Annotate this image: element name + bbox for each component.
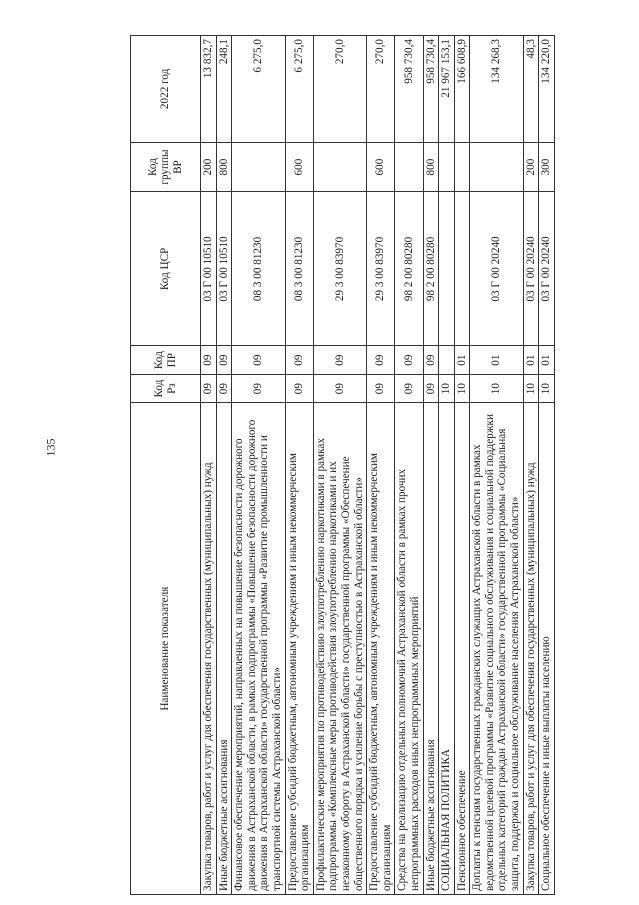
cell-pr: 01 — [539, 346, 555, 374]
table-body — [201, 36, 555, 895]
cell-name: Закупка товаров, работ и услуг для обеспечения государственных (муниципальных) нужд — [523, 403, 539, 895]
cell-csr: 98 2 00 80280 — [395, 192, 423, 346]
cell-rz: 09 — [395, 374, 423, 402]
table-row — [454, 36, 470, 895]
table-row — [539, 36, 555, 895]
cell-pr: 09 — [313, 346, 366, 374]
cell-rz: 09 — [216, 374, 232, 402]
cell-sum: 6 275,0 — [285, 36, 313, 143]
cell-pr: 09 — [216, 346, 232, 374]
table-row — [470, 36, 523, 895]
cell-pr: 09 — [423, 346, 439, 374]
table-row — [439, 36, 455, 895]
table-row — [423, 36, 439, 895]
cell-pr: 09 — [367, 346, 395, 374]
cell-csr — [454, 192, 470, 346]
header-sum: 2022 год — [131, 36, 201, 143]
cell-rz: 09 — [201, 374, 217, 402]
table-row — [232, 36, 285, 895]
cell-rz: 10 — [539, 374, 555, 402]
cell-rz: 10 — [454, 374, 470, 402]
cell-name: Средства на реализацию отдельных полномочий Астраханской области в рамках прочих непрограммных расходов иных непрограммных мероприятий — [395, 403, 423, 895]
cell-sum: 166 608,9 — [454, 36, 470, 143]
table-header-row — [131, 36, 201, 895]
cell-name: Иные бюджетные ассигнования — [216, 403, 232, 895]
cell-pr: 09 — [285, 346, 313, 374]
cell-rz: 10 — [439, 374, 455, 402]
cell-rz: 09 — [232, 374, 285, 402]
cell-pr: 09 — [232, 346, 285, 374]
cell-rz: 09 — [367, 374, 395, 402]
header-csr: Код ЦСР — [131, 192, 201, 346]
table-row — [313, 36, 366, 895]
header-pr: Код ПР — [131, 346, 201, 374]
cell-name: Предоставление субсидий бюджетным, автономным учреждениям и иным некоммерческим организациям — [285, 403, 313, 895]
cell-pr: 01 — [454, 346, 470, 374]
cell-csr — [439, 192, 455, 346]
cell-name: Предоставление субсидий бюджетным, автономным учреждениям и иным некоммерческим организациям — [367, 403, 395, 895]
cell-sum: 958 730,4 — [395, 36, 423, 143]
budget-table — [130, 35, 555, 895]
table-row — [201, 36, 217, 895]
cell-sum: 270,0 — [367, 36, 395, 143]
cell-vr: 600 — [367, 142, 395, 192]
header-name: Наименование показателя — [131, 403, 201, 895]
cell-csr: 03 Г 00 20240 — [539, 192, 555, 346]
cell-csr: 03 Г 00 20240 — [523, 192, 539, 346]
header-vr: Код группы ВР — [131, 142, 201, 192]
cell-sum: 21 967 153,1 — [439, 36, 455, 143]
cell-name: СОЦИАЛЬНАЯ ПОЛИТИКА — [439, 403, 455, 895]
cell-rz: 10 — [470, 374, 523, 402]
cell-sum: 134 268,3 — [470, 36, 523, 143]
cell-name: Пенсионное обеспечение — [454, 403, 470, 895]
cell-csr: 29 3 00 83970 — [313, 192, 366, 346]
cell-vr: 800 — [423, 142, 439, 192]
cell-sum: 958 730,4 — [423, 36, 439, 143]
table-row — [285, 36, 313, 895]
cell-pr: 01 — [523, 346, 539, 374]
cell-pr — [439, 346, 455, 374]
cell-name: Финансовое обеспечение мероприятий, направленных на повышение безопасности дорожного движения в Астраханской области, в рамках подпрограммы «Повышение безопасности дорожного движения в Астраханской области» государственной программы «Развитие промышленности и транспортной системы Астраханской области» — [232, 403, 285, 895]
cell-vr: 800 — [216, 142, 232, 192]
cell-name: Доплаты к пенсиям государственных гражданских служащих Астраханской области в рамках ведомственной целевой программы «Развитие социального обслуживания и социальной поддержки отдельных категорий граждан Астраханской области» государственной программы «Социальная защита, поддержка и социальное обслуживание населения Астраханской области» — [470, 403, 523, 895]
cell-vr — [470, 142, 523, 192]
cell-rz: 09 — [313, 374, 366, 402]
cell-name: Закупка товаров, работ и услуг для обеспечения государственных (муниципальных) нужд — [201, 403, 217, 895]
cell-vr: 200 — [523, 142, 539, 192]
cell-sum: 13 832,7 — [201, 36, 217, 143]
table-row — [216, 36, 232, 895]
cell-vr — [439, 142, 455, 192]
cell-name: Иные бюджетные ассигнования — [423, 403, 439, 895]
cell-name: Социальное обеспечение и иные выплаты населению — [539, 403, 555, 895]
cell-rz: 09 — [423, 374, 439, 402]
page-number: 135 — [43, 438, 58, 457]
cell-csr: 03 Г 00 20240 — [470, 192, 523, 346]
cell-vr: 300 — [539, 142, 555, 192]
header-rz: Код Рз — [131, 374, 201, 402]
cell-sum: 248,1 — [216, 36, 232, 143]
cell-rz: 10 — [523, 374, 539, 402]
cell-vr — [232, 142, 285, 192]
table-row — [395, 36, 423, 895]
cell-sum: 134 220,0 — [539, 36, 555, 143]
cell-pr: 09 — [201, 346, 217, 374]
cell-rz: 09 — [285, 374, 313, 402]
cell-vr — [395, 142, 423, 192]
cell-csr: 29 3 00 83970 — [367, 192, 395, 346]
cell-csr: 98 2 00 80280 — [423, 192, 439, 346]
cell-sum: 48,3 — [523, 36, 539, 143]
table-row — [367, 36, 395, 895]
cell-vr: 200 — [201, 142, 217, 192]
cell-name: Профилактические мероприятия по противодействию злоупотреблению наркотиками в рамках подпрограммы «Комплексные меры противодействия злоупотреблению наркотиками и их незаконному обороту в Астраханской области» государственной программы «Обеспечение общественного порядка и усиление борьбы с преступностью в Астраханской области» — [313, 403, 366, 895]
cell-csr: 08 3 00 81230 — [232, 192, 285, 346]
cell-vr — [313, 142, 366, 192]
cell-pr: 01 — [470, 346, 523, 374]
cell-pr: 09 — [395, 346, 423, 374]
cell-csr: 03 Г 00 10510 — [201, 192, 217, 346]
cell-csr: 08 3 00 81230 — [285, 192, 313, 346]
cell-sum: 270,0 — [313, 36, 366, 143]
table-row — [523, 36, 539, 895]
cell-sum: 6 275,0 — [232, 36, 285, 143]
cell-vr — [454, 142, 470, 192]
cell-vr: 600 — [285, 142, 313, 192]
cell-csr: 03 Г 00 10510 — [216, 192, 232, 346]
